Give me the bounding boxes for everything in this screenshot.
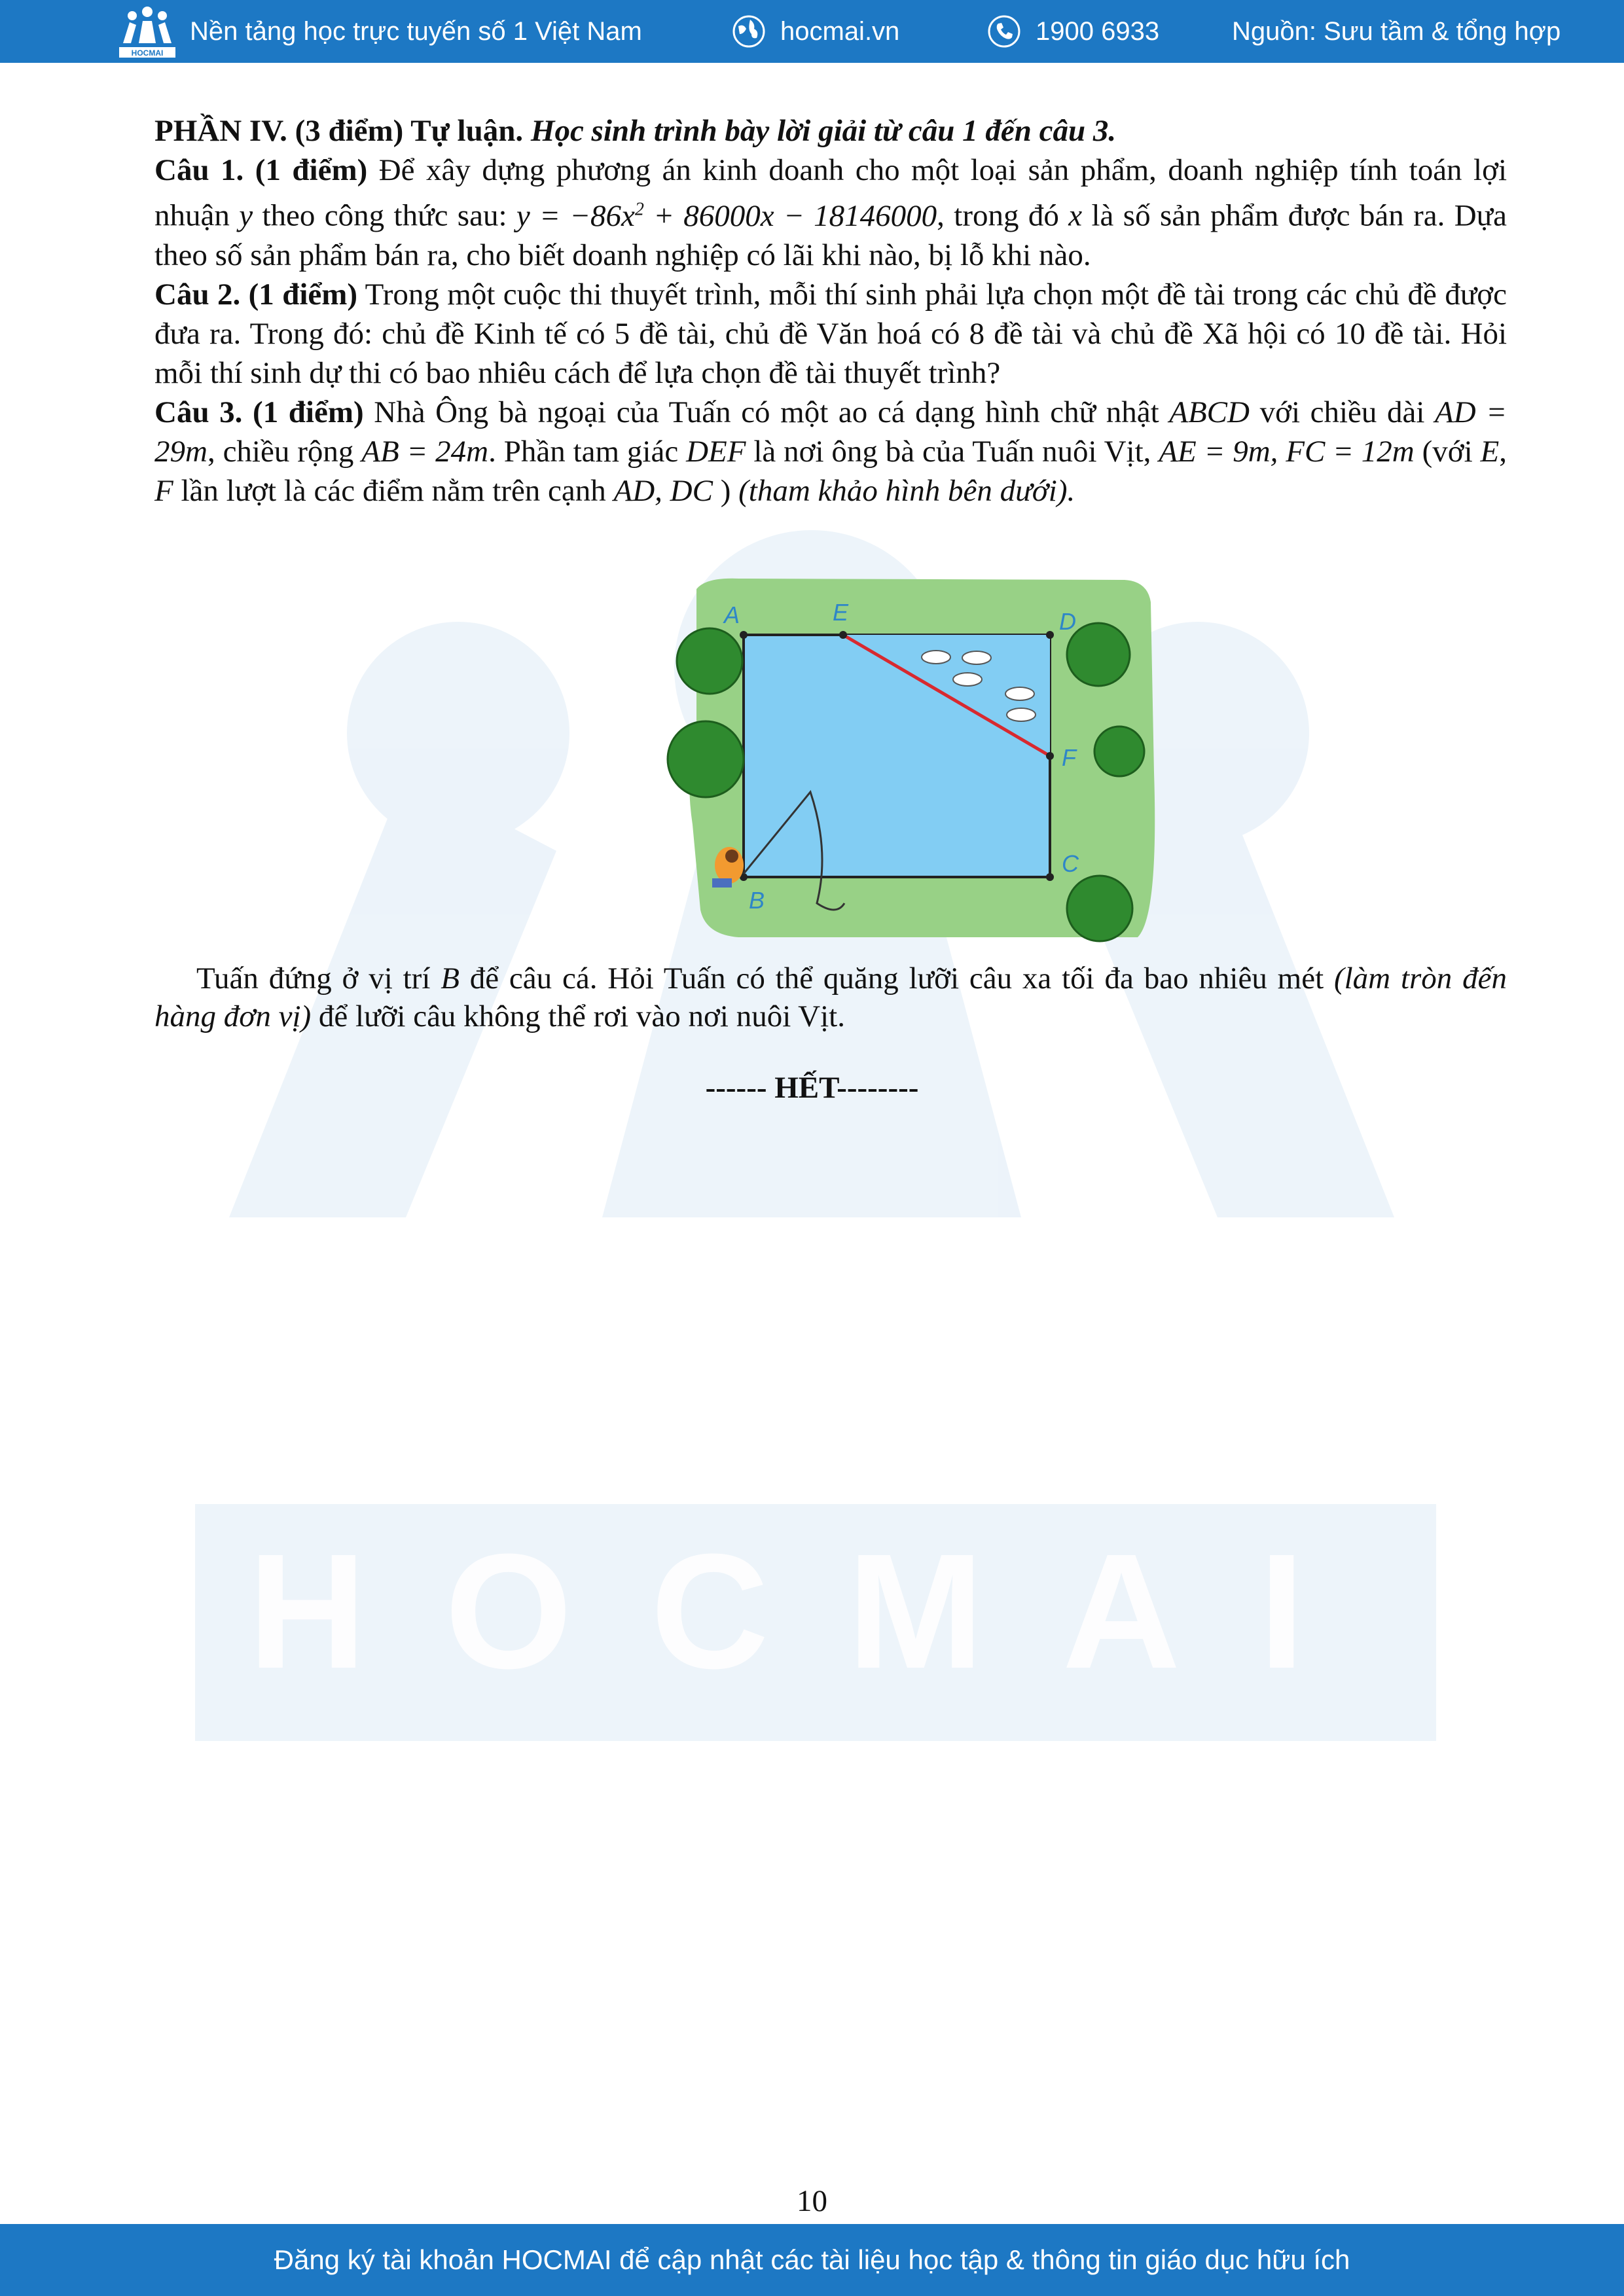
q1-text-2: theo công thức sau: <box>253 198 516 233</box>
q3-math-f: F <box>154 473 173 508</box>
formula-part-a: y = −86x <box>516 198 635 233</box>
source-text: Nguồn: Sưu tầm & tổng hợp <box>1232 16 1561 46</box>
q1-text-4: là số sản phẩm được bán ra. Dựa theo số sản phẩm bán ra, cho biết doanh nghiệp có lãi khi nào, bị lỗ khi nào. <box>154 198 1507 272</box>
q2-text: Trong một cuộc thi thuyết trình, mỗi thí sinh phải lựa chọn một đề tài trong các chủ đề được đưa ra. Trong đó: chủ đề Kinh tế có 5 đề tài, chủ đề Văn hoá có 8 đề tài và chủ đề Xã hội có 10 đề tài. Hỏi mỗi thí sinh dự thi có bao nhiêu cách để lựa chọn đề tài thuyết trình? <box>154 277 1507 390</box>
q3-figure-reference: (tham khảo hình bên dưới). <box>738 473 1075 508</box>
q3-math-e: E <box>1480 434 1500 469</box>
q3-text-3: , chiều rộng <box>207 434 362 469</box>
q3-text-8: lần lượt là các điểm nằm trên cạnh <box>173 473 614 508</box>
q3-question <box>154 960 1507 1035</box>
page-number: 10 <box>797 2184 827 2218</box>
q3-text-2: với chiều dài <box>1249 395 1435 429</box>
section-heading <box>154 111 1507 151</box>
q3-text-7: , <box>1499 434 1507 469</box>
q3-text-5: là nơi ông bà của Tuấn nuôi Vịt, <box>746 434 1159 469</box>
formula-exponent: 2 <box>634 199 644 219</box>
question-1 <box>154 151 1507 275</box>
q3-math-ad: AD = 29m <box>154 395 1507 469</box>
q3-text-4: . Phần tam giác <box>488 434 687 469</box>
label-f: F <box>1062 744 1076 771</box>
q2-label: Câu 2. (1 điểm) <box>154 277 358 312</box>
question-3 <box>154 393 1507 511</box>
header-phone[interactable] <box>987 0 1159 63</box>
logo-text: HOCMAI <box>131 48 164 58</box>
q3-math-b: B <box>441 961 460 996</box>
formula-part-b: + 86000x − 18146000 <box>643 198 937 233</box>
header-website[interactable] <box>732 0 899 63</box>
globe-icon <box>732 14 766 48</box>
q3-math-def: DEF <box>686 434 746 469</box>
label-c: C <box>1062 850 1079 877</box>
q1-text-1: Để xây dựng phương án kinh doanh cho một loại sản phẩm, doanh nghiệp tính toán lợi nhuận <box>154 153 1507 233</box>
label-d: D <box>1059 608 1076 635</box>
label-e: E <box>833 599 849 626</box>
section-title: PHẦN IV. (3 điểm) Tự luận. <box>154 114 524 148</box>
header-slogan <box>190 0 642 63</box>
q3-math-abcd: ABCD <box>1169 395 1250 429</box>
end-marker: ------ HẾT-------- <box>705 1071 919 1105</box>
header-bar <box>0 0 1624 63</box>
q1-var-x: x <box>1068 198 1083 233</box>
phone-icon <box>987 14 1021 48</box>
header-source <box>1232 0 1561 63</box>
watermark-text: HOCMAI <box>248 1520 1383 1702</box>
pond-figure <box>666 576 1164 944</box>
website-link[interactable]: hocmai.vn <box>780 16 900 46</box>
q3-ask-1: Tuấn đứng ở vị trí <box>196 961 441 996</box>
q3-label: Câu 3. (1 điểm) <box>154 395 364 429</box>
hocmai-logo <box>117 4 178 59</box>
q3-text-1: Nhà Ông bà ngoại của Tuấn có một ao cá dạng hình chữ nhật <box>363 395 1170 429</box>
q3-math-ae-fc: AE = 9m, FC = 12m <box>1159 434 1415 469</box>
footer-text[interactable]: Đăng ký tài khoản HOCMAI để cập nhật các tài liệu học tập & thông tin giáo dục hữu ích <box>274 2244 1350 2275</box>
q3-math-ad-dc: AD, DC <box>613 473 713 508</box>
label-b: B <box>749 887 765 914</box>
slogan-text: Nền tảng học trực tuyến số 1 Việt Nam <box>190 16 642 46</box>
q1-formula <box>516 199 937 233</box>
q3-ask-2: để câu cá. Hỏi Tuấn có thể quăng lưỡi câu xa tối đa bao nhiêu mét <box>459 961 1334 996</box>
q1-text-3: , trong đó <box>937 198 1069 233</box>
q3-ask-3: (làm tròn đến hàng đơn vị) <box>154 961 1507 1033</box>
q1-label: Câu 1. (1 điểm) <box>154 153 368 187</box>
exam-content <box>154 111 1507 511</box>
footer-bar[interactable] <box>0 2224 1624 2296</box>
label-a: A <box>724 601 740 628</box>
q3-text-6: (với <box>1414 434 1481 469</box>
q1-var-y: y <box>239 198 253 233</box>
q3-math-ab: AB = 24m <box>361 434 489 469</box>
question-2 <box>154 275 1507 393</box>
q3-ask-4: để lưỡi câu không thể rơi vào nơi nuôi Vịt. <box>311 999 845 1033</box>
q3-text-9: ) <box>712 473 739 508</box>
section-instruction: Học sinh trình bày lời giải từ câu 1 đến câu 3. <box>530 114 1117 148</box>
phone-number[interactable]: 1900 6933 <box>1036 16 1160 46</box>
